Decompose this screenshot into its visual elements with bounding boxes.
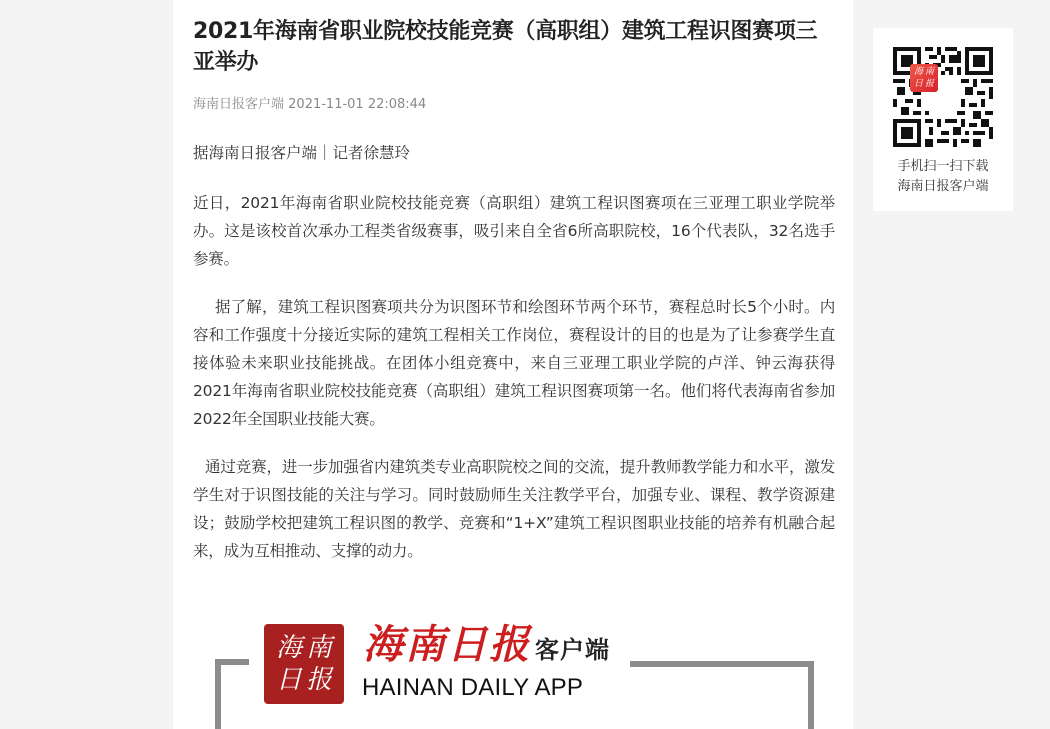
qr-caption-line: 手机扫一扫下载 xyxy=(897,159,989,174)
qr-code-icon[interactable] xyxy=(893,47,993,147)
brand-name-cn xyxy=(363,622,610,668)
logo-char: 海 xyxy=(913,67,923,77)
frame-line xyxy=(630,661,814,667)
article-paragraph: 近日，2021年海南省职业院校技能竞赛（高职组）建筑工程识图赛项在三亚理工职业学院举办。这是该校首次承办工程类省级赛事，吸引来自全省6所高职院校，16个代表队，32名选手参赛。 xyxy=(193,194,835,268)
logo-char: 报 xyxy=(924,79,934,89)
logo-char: 海 xyxy=(275,633,302,663)
qr-caption xyxy=(873,157,1013,197)
brand-name-en: HAINAN DAILY APP xyxy=(362,674,584,701)
logo-char: 南 xyxy=(924,67,934,77)
article-paragraph: 通过竞赛，进一步加强省内建筑类专业高职院校之间的交流，提升教师教学能力和水平，激发学生对于识图技能的关注与学习。同时鼓励师生关注教学平台，加强专业、课程、教学资源建设；鼓励学校把建筑工程识图的教学、竞赛和“1+X”建筑工程识图职业技能的培养有机融合起来，成为互相推动、支撑的动力。 xyxy=(193,458,835,560)
frame-line xyxy=(215,659,221,729)
logo-char: 日 xyxy=(913,79,923,89)
brand-name-suffix: 客户端 xyxy=(535,635,610,664)
hainan-daily-logo-icon xyxy=(910,64,938,92)
frame-line xyxy=(808,661,814,729)
logo-char: 南 xyxy=(305,633,332,663)
article-column xyxy=(173,0,853,729)
logo-char: 报 xyxy=(305,665,332,695)
article-title: 2021年海南省职业院校技能竞赛（高职组）建筑工程识图赛项三亚举办 xyxy=(193,19,818,75)
brand-name-cn-text: 海南日报 xyxy=(363,621,531,668)
logo-char: 日 xyxy=(275,665,302,695)
app-download-qr-card xyxy=(873,28,1013,211)
article-paragraph: 据了解，建筑工程识图赛项共分为识图环节和绘图环节两个环节，赛程总时长5个小时。内容和工作强度十分接近实际的建筑工程相关工作岗位，赛程设计的目的也是为了让参赛学生直接体验未来职业技能挑战。在团体小组竞赛中，来自三亚理工职业学院的卢洋、钟云海获得2021年海南省职业院校技能竞赛（高职组）建筑工程识图赛项第一名。他们将代表海南省参加2022年全国职业技能大赛。 xyxy=(193,298,835,428)
article-source: 海南日报客户端 xyxy=(193,97,285,112)
article-byline: 据海南日报客户端｜记者徐慧玲 xyxy=(193,144,411,162)
qr-caption-line: 海南日报客户端 xyxy=(897,179,989,194)
article-datetime: 2021-11-01 22:08:44 xyxy=(288,97,427,112)
hainan-daily-app-banner-image xyxy=(213,622,813,729)
article-meta xyxy=(193,95,833,115)
hainan-daily-logo-icon xyxy=(264,624,344,704)
